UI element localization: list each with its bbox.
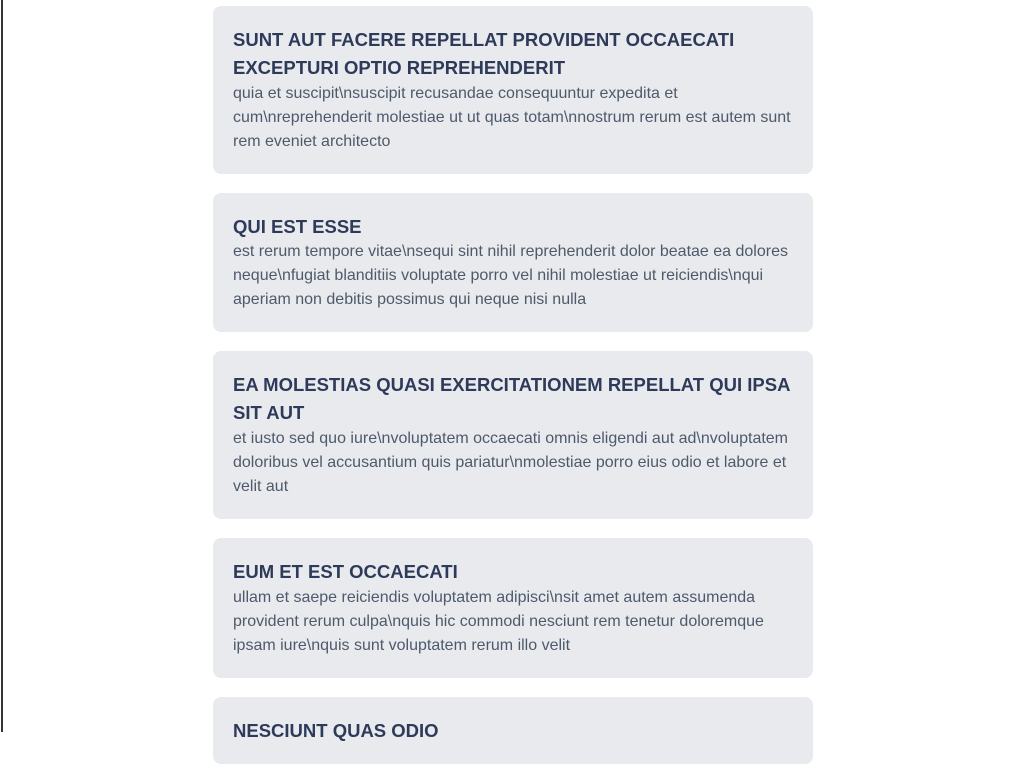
post-card (213, 697, 813, 765)
post-body: quia et suscipit\nsuscipit recusandae consequuntur expedita et cum\nreprehenderit molestiae ut ut quas totam\nnostrum rerum est autem sunt rem eveniet architecto (233, 84, 791, 150)
post-title: QUI EST ESSE (233, 215, 362, 237)
post-card (213, 351, 813, 519)
window-left-border (1, 0, 3, 732)
posts-list (213, 6, 813, 783)
post-title: EUM ET EST OCCAECATI (233, 560, 458, 582)
post-body: ullam et saepe reiciendis voluptatem adipisci\nsit amet autem assumenda provident rerum culpa\nquis hic commodi nesciunt rem tenetur doloremque ipsam iure\nquis sunt voluptatem rerum illo velit (233, 588, 764, 654)
post-title: NESCIUNT QUAS ODIO (233, 719, 439, 741)
post-title: SUNT AUT FACERE REPELLAT PROVIDENT OCCAECATI EXCEPTURI OPTIO REPREHENDERIT (233, 29, 735, 78)
post-body: et iusto sed quo iure\nvoluptatem occaecati omnis eligendi aut ad\nvoluptatem doloribus vel accusantium quis pariatur\nmolestiae porro eius odio et labore et velit aut (233, 429, 789, 495)
post-card (213, 6, 813, 174)
post-body: est rerum tempore vitae\nsequi sint nihil reprehenderit dolor beatae ea dolores neque\nfugiat blanditiis voluptate porro vel nihil molestiae ut reiciendis\nqui aperiam non debitis possimus qui neque nisi nulla (233, 243, 788, 309)
post-title: EA MOLESTIAS QUASI EXERCITATIONEM REPELLAT QUI IPSA SIT AUT (233, 374, 790, 423)
post-card (213, 538, 813, 678)
post-card (213, 193, 813, 333)
